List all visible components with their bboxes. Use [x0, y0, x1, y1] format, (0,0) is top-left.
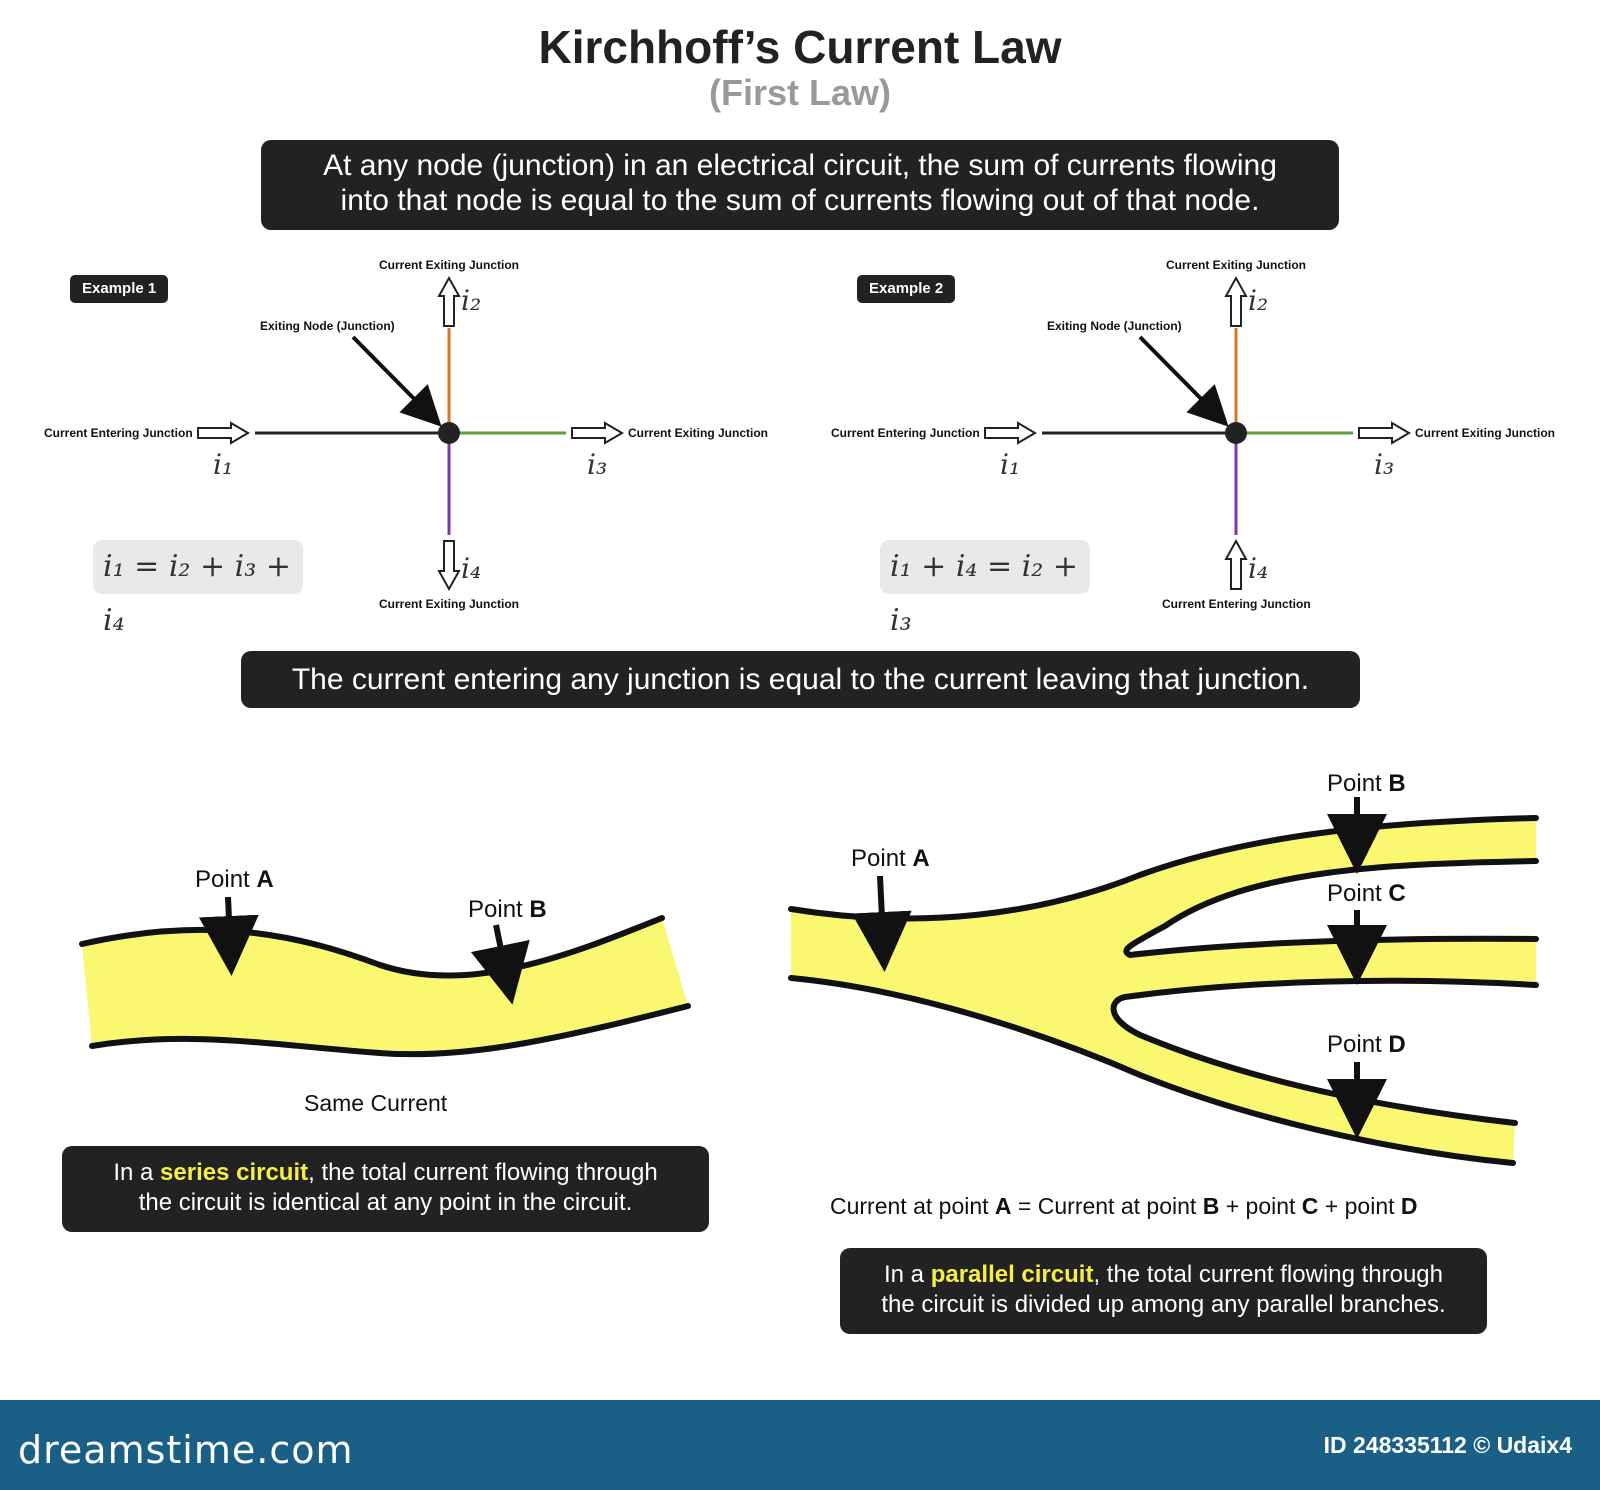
parallel-eq-part-1: Current at point: [830, 1193, 995, 1219]
example-2-node-label: Exiting Node (Junction): [1047, 319, 1182, 333]
example-2-node-pointer: [1140, 337, 1223, 421]
example-2-arrow-i2-icon: [1226, 278, 1246, 326]
example-1-right-label: Current Exiting Junction: [628, 426, 769, 440]
example-1-node-pointer: [353, 337, 436, 421]
parallel-point-c-letter: C: [1388, 880, 1406, 907]
example-1-arrow-i3-icon: [572, 423, 622, 443]
summary-banner: The current entering any junction is equal to the current leaving that junction.: [241, 651, 1360, 708]
law-statement-line-2: into that node is equal to the sum of currents flowing out of that node.: [340, 184, 1260, 217]
series-wire: [82, 918, 688, 1054]
example-1-bottom-label: Current Exiting Junction: [379, 597, 520, 611]
example-1-formula: i₁ = i₂ + i₃ + i₄: [93, 540, 303, 594]
example-1-arrow-i2-icon: [439, 278, 459, 326]
example-1-i1-label: i₁: [213, 448, 234, 481]
parallel-point-b-letter: B: [1388, 770, 1406, 797]
parallel-eq-c: C: [1301, 1193, 1319, 1219]
series-note-highlight: series circuit: [160, 1159, 309, 1186]
series-point-b-label: [468, 896, 547, 924]
series-point-a-prefix: Point: [195, 866, 250, 893]
parallel-eq-b: B: [1202, 1193, 1220, 1219]
example-1-badge: Example 1: [70, 275, 168, 303]
example-2-bottom-label: Current Entering Junction: [1162, 597, 1311, 611]
parallel-note-pre: In a: [884, 1261, 931, 1288]
example-1-arrow-i1-icon: [198, 423, 248, 443]
example-1-left-label: Current Entering Junction: [44, 426, 193, 440]
example-2-node: [1225, 422, 1247, 444]
series-note-line-1: [62, 1158, 709, 1188]
law-statement-line-1: At any node (junction) in an electrical circuit, the sum of currents flowing: [323, 149, 1277, 182]
example-1-i2-label: i₂: [461, 284, 482, 317]
series-note-pre: In a: [113, 1159, 161, 1186]
example-2-i4-label: i₄: [1248, 552, 1269, 585]
parallel-point-d-letter: D: [1388, 1031, 1406, 1058]
series-note: [62, 1146, 709, 1232]
series-point-a-arrow-icon: [228, 897, 231, 964]
example-2-badge: Example 2: [857, 275, 955, 303]
example-2-top-label: Current Exiting Junction: [1166, 258, 1307, 272]
example-2-arrow-i4-icon: [1226, 541, 1246, 589]
parallel-point-d-label: [1327, 1031, 1406, 1059]
parallel-point-b-prefix: Point: [1327, 770, 1382, 797]
page-title: Kirchhoff’s Current Law: [538, 21, 1062, 73]
series-caption: Same Current: [304, 1090, 448, 1116]
footer-credit: ID 248335112 © Udaix4: [1323, 1432, 1572, 1458]
parallel-eq-a: A: [994, 1193, 1012, 1219]
parallel-point-a-prefix: Point: [851, 845, 906, 872]
parallel-point-c-prefix: Point: [1327, 880, 1382, 907]
example-2-arrow-i3-icon: [1359, 423, 1409, 443]
parallel-note: [840, 1248, 1487, 1334]
parallel-note-line-2: the circuit is divided up among any parallel branches.: [881, 1291, 1446, 1318]
parallel-eq-d: D: [1400, 1193, 1418, 1219]
example-1-top-label: Current Exiting Junction: [379, 258, 520, 272]
example-2-left-label: Current Entering Junction: [831, 426, 980, 440]
example-2-i3-label: i₃: [1374, 448, 1395, 481]
parallel-eq-part-2: = Current at point: [1011, 1193, 1203, 1219]
series-point-a-label: [195, 866, 274, 894]
parallel-note-highlight: parallel circuit: [930, 1261, 1094, 1288]
example-2-right-label: Current Exiting Junction: [1415, 426, 1556, 440]
footer-brand[interactable]: dreamstime.com: [18, 1428, 354, 1472]
example-1-node: [438, 422, 460, 444]
example-2-formula: i₁ + i₄ = i₂ + i₃: [880, 540, 1090, 594]
series-point-b-prefix: Point: [468, 896, 523, 923]
parallel-point-a-letter: A: [912, 845, 930, 872]
parallel-point-d-prefix: Point: [1327, 1031, 1382, 1058]
parallel-note-line-1: [840, 1260, 1487, 1290]
parallel-point-b-label: [1327, 770, 1406, 798]
example-2-i2-label: i₂: [1248, 284, 1269, 317]
parallel-point-c-label: [1327, 880, 1406, 908]
parallel-equation: [830, 1193, 1418, 1220]
example-1-node-label: Exiting Node (Junction): [260, 319, 395, 333]
parallel-note-post: , the total current flowing through: [1093, 1261, 1443, 1288]
parallel-point-a-label: [851, 845, 930, 873]
parallel-eq-part-4: + point: [1318, 1193, 1401, 1219]
series-point-a-letter: A: [256, 866, 274, 893]
series-note-post: , the total current flowing through: [308, 1159, 658, 1186]
series-point-b-letter: B: [529, 896, 547, 923]
example-2-arrow-i1-icon: [985, 423, 1035, 443]
series-note-line-2: the circuit is identical at any point in the circuit.: [138, 1189, 633, 1216]
example-1-i3-label: i₃: [587, 448, 608, 481]
example-2-i1-label: i₁: [1000, 448, 1021, 481]
parallel-eq-part-3: + point: [1219, 1193, 1302, 1219]
page-subtitle: (First Law): [708, 72, 891, 113]
example-1-i4-label: i₄: [461, 552, 482, 585]
example-1-arrow-i4-icon: [439, 541, 459, 589]
parallel-point-a-arrow-icon: [880, 876, 884, 960]
